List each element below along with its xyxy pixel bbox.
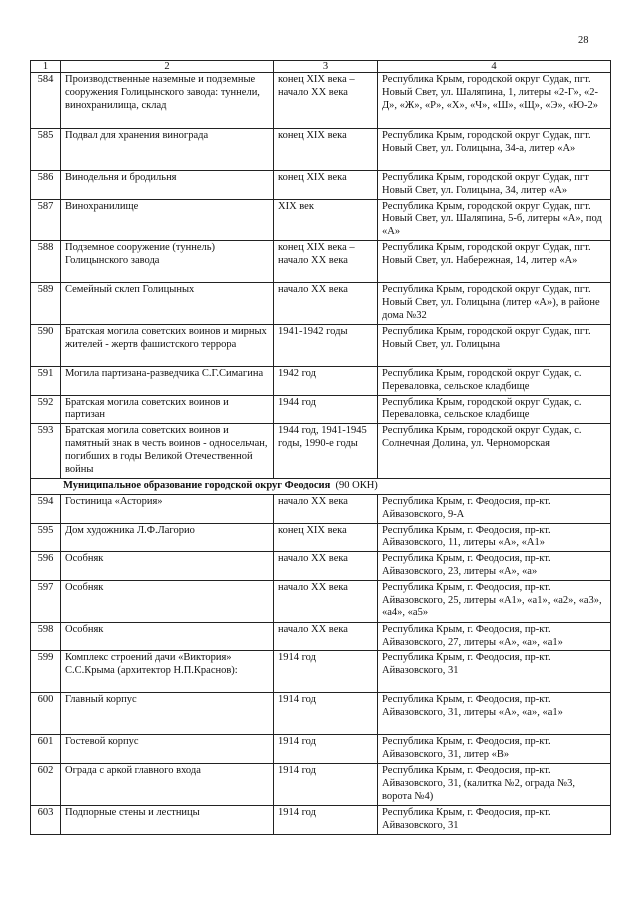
object-address: Республика Крым, городской округ Судак, с. Солнечная Долина, ул. Черноморская [378,424,611,479]
object-name: Винохранилище [61,199,274,240]
object-name: Гостиница «Астория» [61,494,274,523]
object-address: Республика Крым, городской округ Судак, с. Переваловка, сельское кладбище [378,395,611,424]
table-row [31,693,611,735]
section-header-row [31,479,611,495]
object-name: Могила партизана-разведчика С.Г.Симагина [61,366,274,395]
column-number: 4 [378,61,611,73]
object-name: Особняк [61,622,274,651]
row-number: 597 [31,580,61,622]
object-name: Подпорные стены и лестницы [61,805,274,834]
section-title [31,479,611,495]
object-date: конец XIX века – начало XX века [274,240,378,282]
row-number: 584 [31,73,61,129]
object-address: Республика Крым, городской округ Судак, пгт. Новый Свет, ул. Голицына, 34-а, литер «А» [378,129,611,171]
row-number: 587 [31,199,61,240]
object-address: Республика Крым, г. Феодосия, пр-кт. Айвазовского, 11, литеры «А», «А1» [378,523,611,552]
object-name: Ограда с аркой главного входа [61,763,274,805]
object-date: 1914 год [274,651,378,693]
object-date: 1942 год [274,366,378,395]
column-number: 1 [31,61,61,73]
table-row [31,651,611,693]
row-number: 601 [31,735,61,764]
table-row [31,199,611,240]
object-address: Республика Крым, городской округ Судак, пгт. Новый Свет, ул. Шаляпина, 5-б, литеры «А», под «А» [378,199,611,240]
object-address: Республика Крым, городской округ Судак, пгт. Новый Свет, ул. Голицына (литер «А»), в районе дома №32 [378,282,611,324]
row-number: 595 [31,523,61,552]
object-date: конец XIX века [274,129,378,171]
object-name: Гостевой корпус [61,735,274,764]
table-row [31,171,611,200]
table-row [31,735,611,764]
table-row [31,523,611,552]
object-name: Братская могила советских воинов и памятный знак в честь воинов - односельчан, погибших в годы Великой Отечественной войны [61,424,274,479]
table-row [31,494,611,523]
object-address: Республика Крым, г. Феодосия, пр-кт. Айвазовского, 31, литеры «А», «а», «а1» [378,693,611,735]
object-address: Республика Крым, г. Феодосия, пр-кт. Айвазовского, 23, литеры «А», «а» [378,552,611,581]
object-date: конец XIX века – начало XX века [274,73,378,129]
row-number: 596 [31,552,61,581]
object-date: начало XX века [274,552,378,581]
object-address: Республика Крым, г. Феодосия, пр-кт. Айвазовского, 31 [378,651,611,693]
object-address: Республика Крым, г. Феодосия, пр-кт. Айвазовского, 27, литеры «А», «а», «а1» [378,622,611,651]
row-number: 592 [31,395,61,424]
row-number: 590 [31,324,61,366]
object-date: 1914 год [274,805,378,834]
table-row [31,805,611,834]
object-name: Братская могила советских воинов и мирных жителей - жертв фашистского террора [61,324,274,366]
table-row [31,282,611,324]
object-date: начало XX века [274,580,378,622]
object-address: Республика Крым, городской округ Судак, пгт. Новый Свет, ул. Голицына [378,324,611,366]
table-row [31,763,611,805]
object-date: 1944 год, 1941-1945 годы, 1990-е годы [274,424,378,479]
object-address: Республика Крым, г. Феодосия, пр-кт. Айвазовского, 31 [378,805,611,834]
object-name: Подземное сооружение (туннель) Голицынского завода [61,240,274,282]
row-number: 586 [31,171,61,200]
object-name: Дом художника Л.Ф.Лагорио [61,523,274,552]
object-name: Особняк [61,580,274,622]
object-date: 1941-1942 годы [274,324,378,366]
table-row [31,129,611,171]
row-number: 602 [31,763,61,805]
object-address: Республика Крым, городской округ Судак, с. Переваловка, сельское кладбище [378,366,611,395]
table-row [31,240,611,282]
row-number: 594 [31,494,61,523]
row-number: 603 [31,805,61,834]
table-row [31,580,611,622]
object-name: Семейный склеп Голицыных [61,282,274,324]
object-address: Республика Крым, городской округ Судак, пгт. Новый Свет, ул. Шаляпина, 1, литеры «2-Г», «2-Д», «Ж», «Р», «Х», «Ч», «Ш», «Щ», «Э», «Ю-2» [378,73,611,129]
object-date: 1914 год [274,763,378,805]
table-row [31,424,611,479]
object-name: Особняк [61,552,274,581]
object-date: конец XIX века [274,171,378,200]
column-number-row [31,61,611,73]
table-row [31,324,611,366]
column-number: 3 [274,61,378,73]
row-number: 588 [31,240,61,282]
table-row [31,622,611,651]
object-name: Комплекс строений дачи «Виктория» С.С.Крыма (архитектор Н.П.Краснов): [61,651,274,693]
object-date: начало XX века [274,282,378,324]
table-row [31,395,611,424]
section-title-text: Муниципальное образование городской округ Феодосия [63,480,331,492]
object-address: Республика Крым, городской округ Судак, пгт Новый Свет, ул. Голицына, 34, литер «А» [378,171,611,200]
row-number: 589 [31,282,61,324]
object-name: Производственные наземные и подземные сооружения Голицынского завода: туннели, винохранилища, склад [61,73,274,129]
row-number: 600 [31,693,61,735]
object-date: конец XIX века [274,523,378,552]
object-address: Республика Крым, городской округ Судак, пгт. Новый Свет, ул. Набережная, 14, литер «А» [378,240,611,282]
page-number: 28 [578,35,589,46]
section-count: (90 ОКН) [335,480,378,492]
object-date: 1914 год [274,693,378,735]
row-number: 593 [31,424,61,479]
object-name: Братская могила советских воинов и партизан [61,395,274,424]
column-number: 2 [61,61,274,73]
table-row [31,73,611,129]
row-number: 591 [31,366,61,395]
table-row [31,552,611,581]
object-date: XIX век [274,199,378,240]
object-address: Республика Крым, г. Феодосия, пр-кт. Айвазовского, 25, литеры «А1», «а1», «а2», «а3», «а4», «а5» [378,580,611,622]
object-date: начало XX века [274,494,378,523]
object-address: Республика Крым, г. Феодосия, пр-кт. Айвазовского, 9-А [378,494,611,523]
object-date: 1914 год [274,735,378,764]
row-number: 585 [31,129,61,171]
heritage-registry-table [30,60,611,835]
object-name: Главный корпус [61,693,274,735]
row-number: 598 [31,622,61,651]
object-name: Винодельня и бродильня [61,171,274,200]
object-name: Подвал для хранения винограда [61,129,274,171]
object-address: Республика Крым, г. Феодосия, пр-кт. Айвазовского, 31, литер «В» [378,735,611,764]
object-address: Республика Крым, г. Феодосия, пр-кт. Айвазовского, 31, (калитка №2, ограда №3, ворота №4) [378,763,611,805]
table-row [31,366,611,395]
object-date: начало XX века [274,622,378,651]
row-number: 599 [31,651,61,693]
object-date: 1944 год [274,395,378,424]
